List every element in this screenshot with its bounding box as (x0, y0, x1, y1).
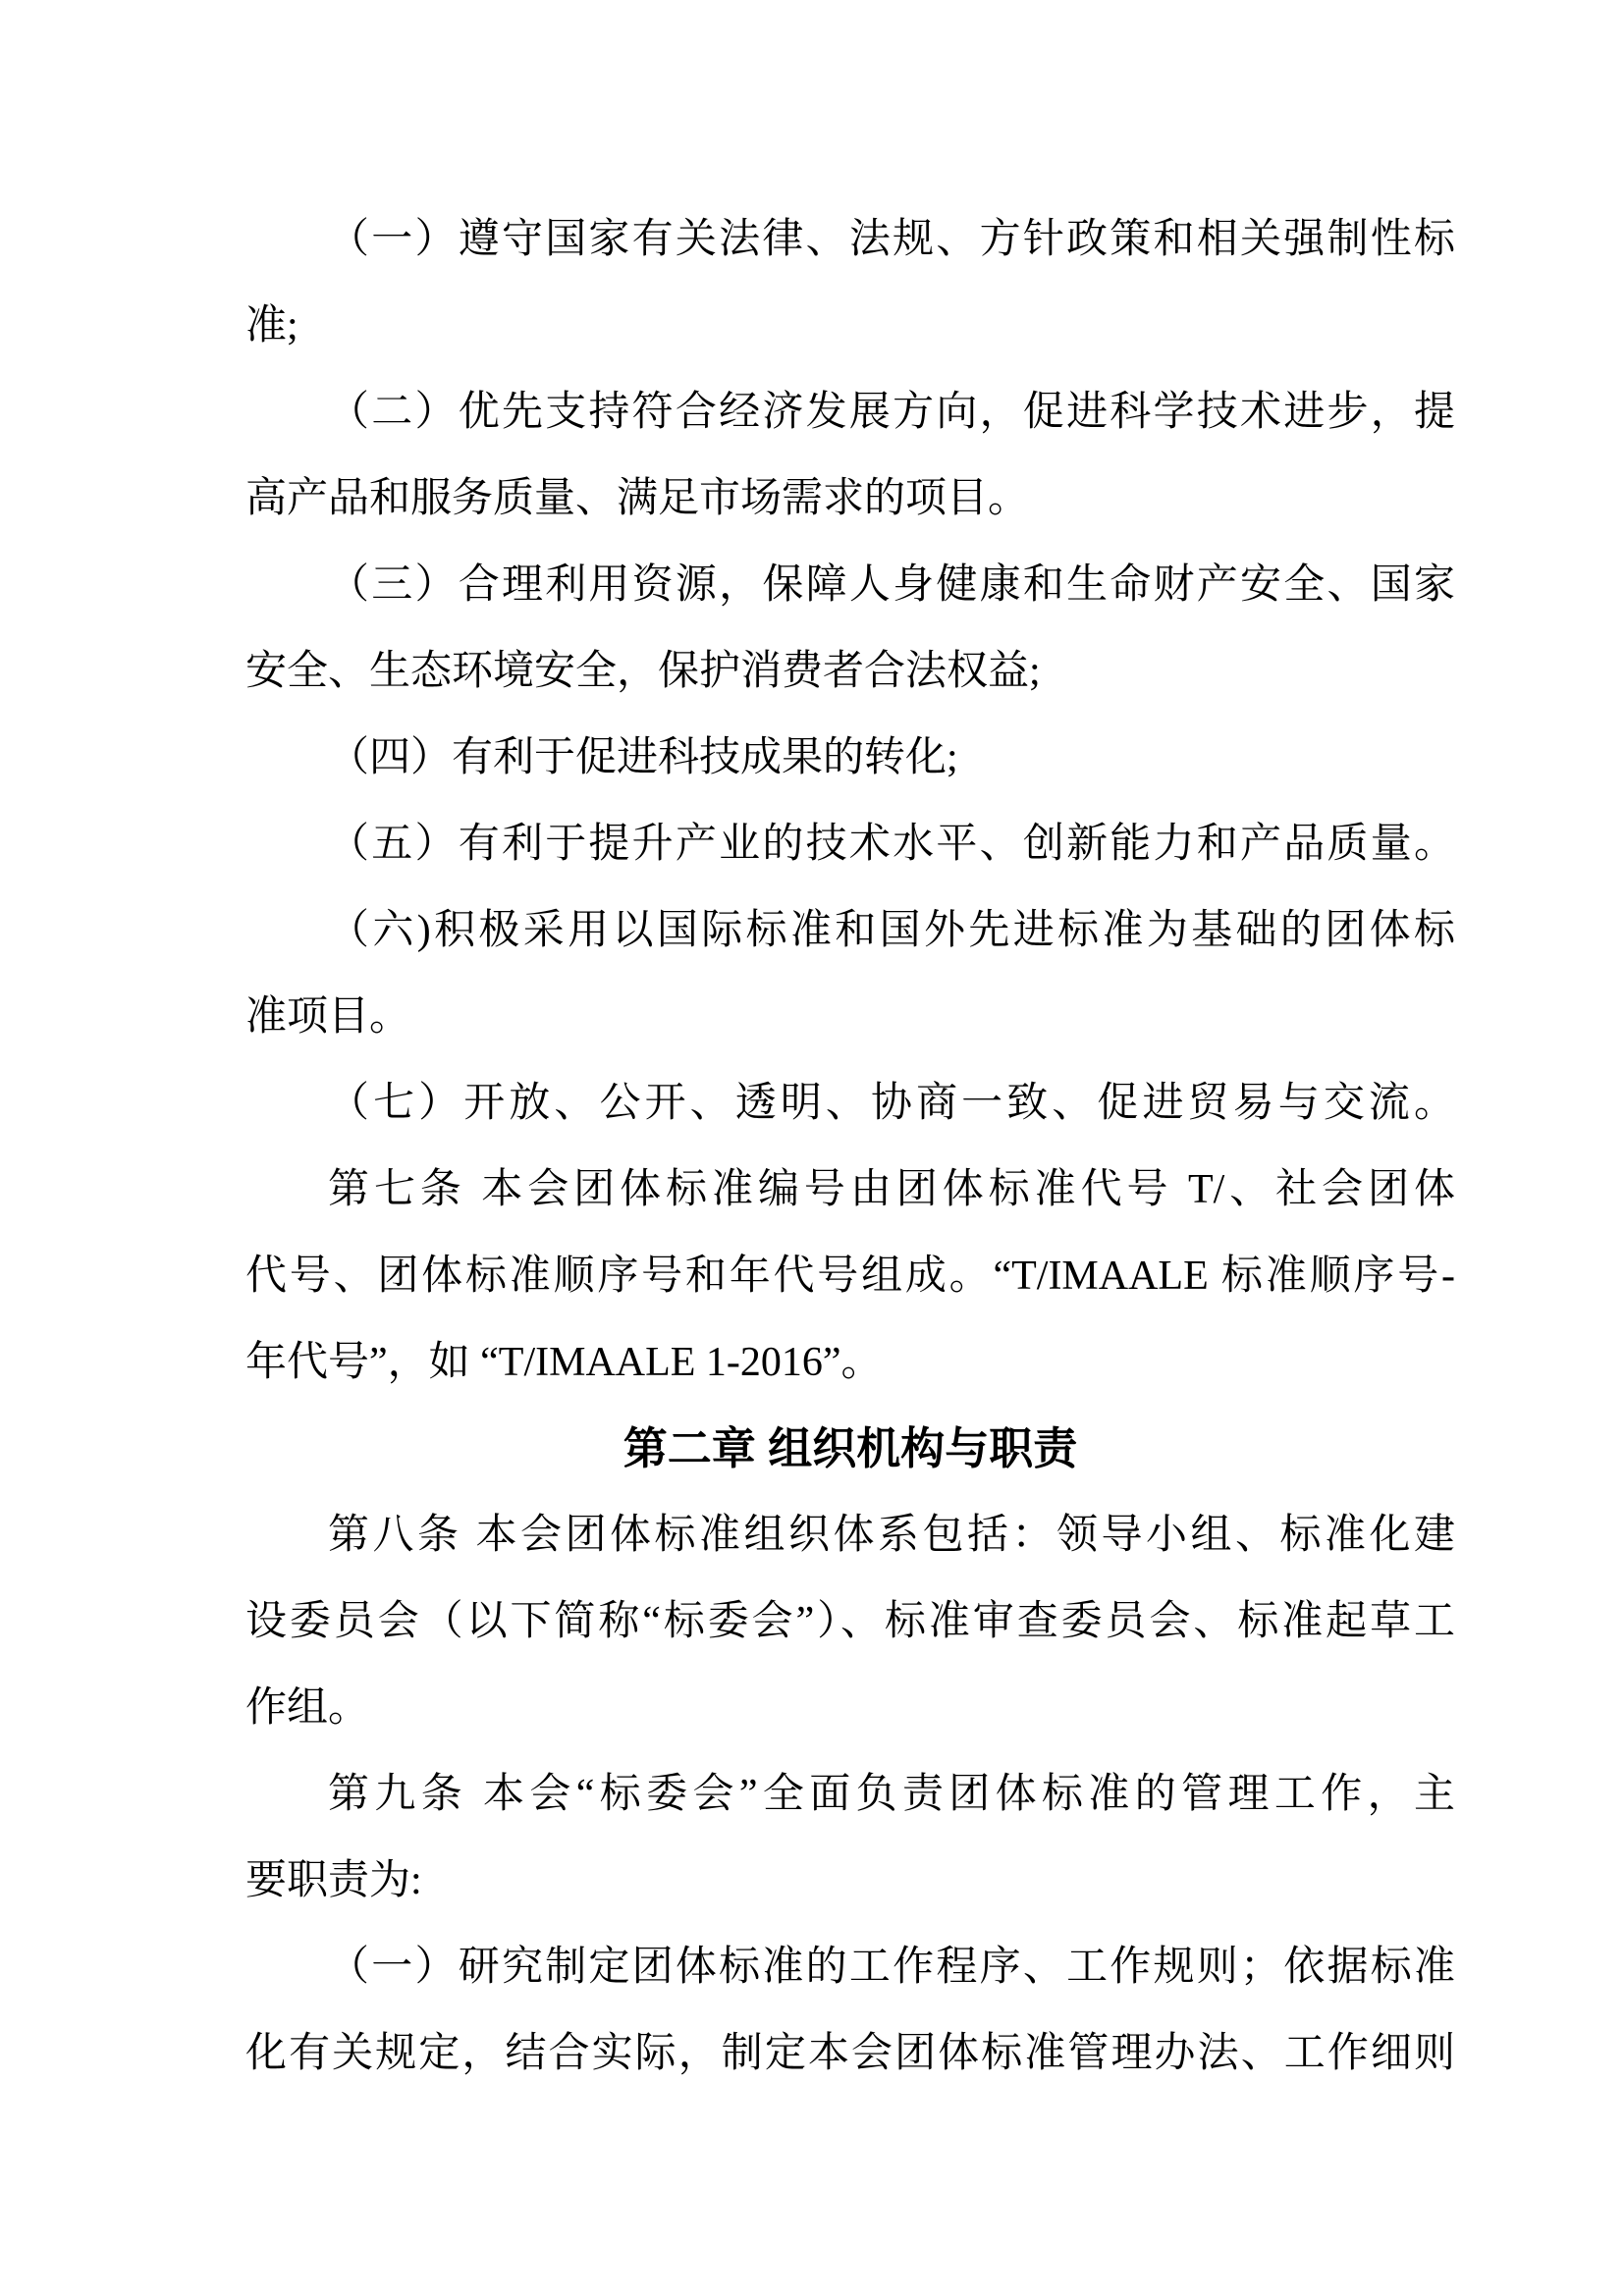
text-line: 设委员会（以下简称“标委会”）、标准审查委员会、标准起草工 (245, 1599, 1455, 1644)
text-line: （一）研究制定团体标准的工作程序、工作规则；依据标准 (328, 1945, 1455, 1990)
text-line: 年代号”，如 “T/IMAALE 1-2016”。 (245, 1340, 883, 1385)
text-line: 安全、生态环境安全，保护消费者合法权益; (245, 649, 1041, 694)
text-line: 准; (245, 303, 298, 348)
text-line: 高产品和服务质量、满足市场需求的项目。 (245, 476, 1030, 521)
text-line: （三）合理利用资源，保障人身健康和生命财产安全、国家 (328, 562, 1455, 608)
text-line: 准项目。 (245, 994, 411, 1040)
text-line: 代号、团体标准顺序号和年代号组成。“T/IMAALE 标准顺序号- (245, 1254, 1455, 1299)
text-line: 第八条 本会团体标准组织体系包括：领导小组、标准化建 (328, 1513, 1455, 1558)
text-line: 作组。 (245, 1685, 370, 1731)
text-line: 要职责为: (245, 1858, 422, 1903)
text-line: （七）开放、公开、透明、协商一致、促进贸易与交流。 (328, 1081, 1455, 1126)
text-line: （一）遵守国家有关法律、法规、方针政策和相关强制性标 (328, 217, 1455, 262)
text-line: （四）有利于促进科技成果的转化; (328, 735, 958, 780)
text-line: （二）优先支持符合经济发展方向，促进科学技术进步，提 (328, 390, 1455, 435)
text-line: （六)积极采用以国际标准和国外先进标准为基础的团体标 (328, 908, 1455, 953)
text-line: 化有关规定，结合实际，制定本会团体标准管理办法、工作细则 (245, 2031, 1455, 2076)
text-line: （五）有利于提升产业的技术水平、创新能力和产品质量。 (328, 822, 1455, 867)
text-line: 第七条 本会团体标准编号由团体标准代号 T/、社会团体 (328, 1167, 1455, 1212)
chapter-heading: 第二章 组织机构与职责 (623, 1423, 1078, 1473)
text-line: 第九条 本会“标委会”全面负责团体标准的管理工作，主 (328, 1772, 1455, 1817)
